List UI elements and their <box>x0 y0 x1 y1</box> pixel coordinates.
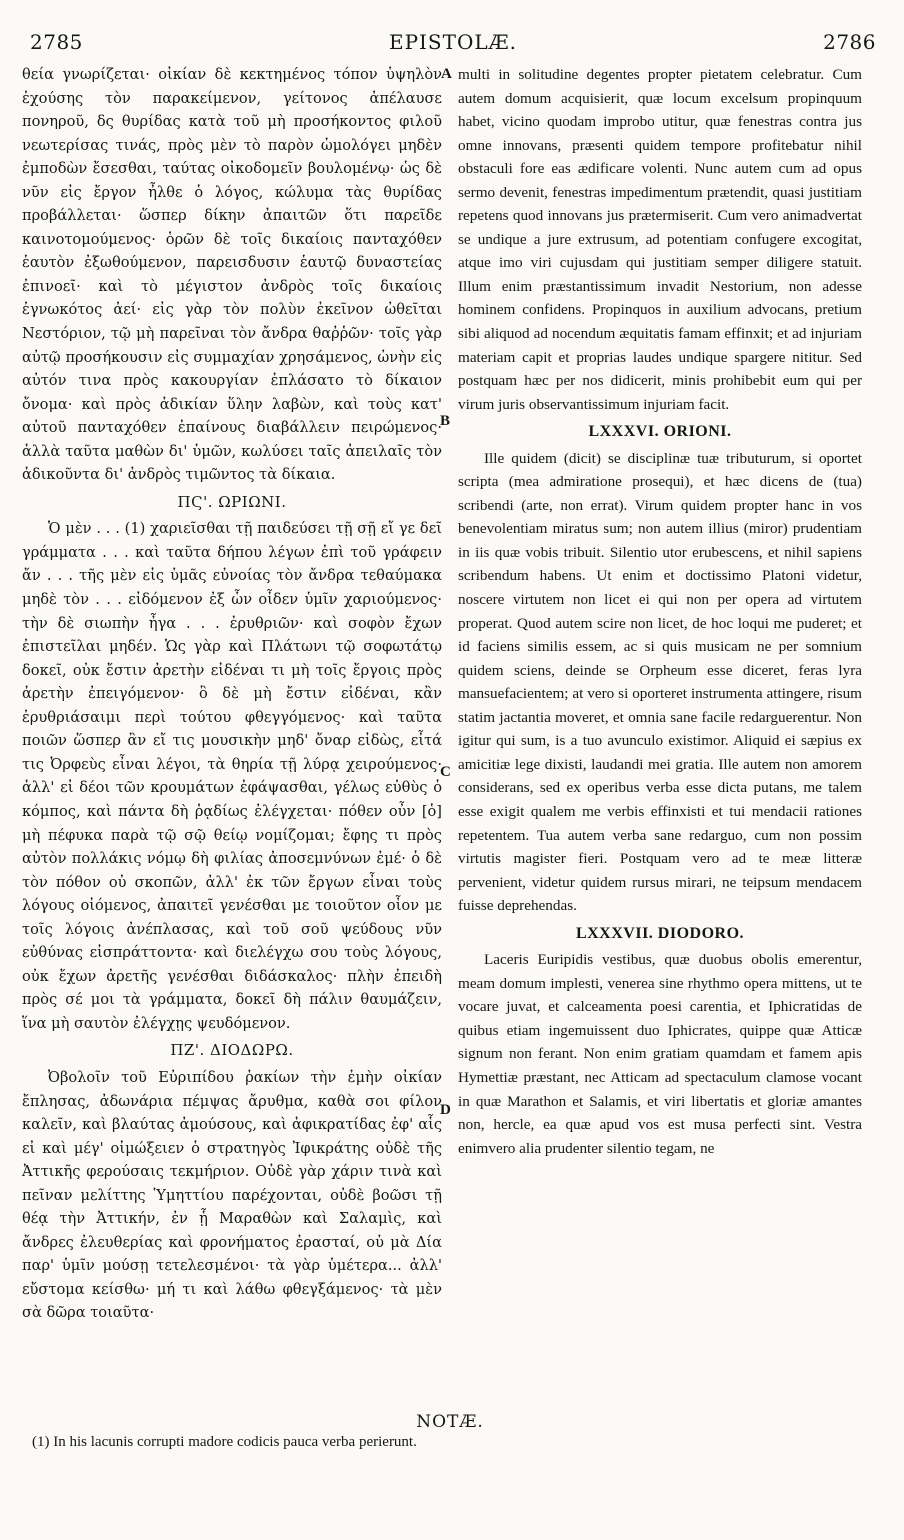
greek-letter-85-end: θεία γνωρίζεται· οἰκίαν δὲ κεκτημένος τόπον ὑψηλὸν ἐχούσης τὸν παρακείμενον, γείτονος ἀπέλαυσε πονηροῦ, δς θυρίδας κατὰ τοῦ μὴ προσήκοντος φιλοῦ νεωτερίσας τινάς, πρὸς μὲν τὸ παρὸν ὡμολόγει μηδὲν ἐμποδὼν ἔσεσθαι, ταύτας οἰκοδομεῖν βουλομένῳ· ὡς δὲ νῦν εἰς ἔργον ἦλθε ὁ λόγος, κώλυμα τὰς θυρίδας προβάλλεται· ὥσπερ δίκην ἀπαιτῶν ὅτι παρεῖδε καινοτομούμενος· ὁρῶν δὲ τοῖς δικαίοις πανταχόθεν ἑαυτὸν ἐξωθούμενον, παρεισδυσιν ἑαυτῷ δυναστείας ἐπινοεῖ· καὶ τὸ μέγιστον ἀνδρὸς τοῖς δικαίοις ἐγνωκότος ἀεί· εἰς γὰρ τὸν πολὺν ἐκεῖνον ὠθεῖται Νεστόριον, τῷ μὴ παρεῖναι τὸν ἄνδρα θαῤῥῶν· τοῖς γὰρ αὐτῷ προσήκουσιν εἰς συμμαχίαν χρησάμενος, ὠνὴν εἰς αὐτόν τινα πρὸς κακουργίαν ἐπλάσατο τὸ δίκαιον ὄνομα· καὶ πρὸς ἀδικίαν ὕλην λαβὼν, καὶ τοὺς κατ' αὐτοῦ πανταχόθεν ἐπαίνους διαβάλλειν πειρώμενος· ἀλλὰ ταῦτα μαθὼν δι' ὑμῶν, κωλύσει ταῖς ἀπειλαῖς τὸν ἀδικοῦντα δι' ἀνδρὸς τιμῶντος τὰ δίκαια. <box>22 66 442 484</box>
left-page-number: 2785 <box>30 30 83 54</box>
margin-letter-c: C <box>440 764 451 780</box>
greek-heading-87: ΠΖ'. ΔΙΟΔΩΡΩ. <box>170 1041 294 1060</box>
note-1: (1) In his lacunis corrupti madore codicis pauca verba perierunt. <box>32 1434 417 1450</box>
margin-letter-d: D <box>440 1102 451 1118</box>
greek-heading-86: ΠϚ'. ΩΡΙΩΝΙ. <box>177 492 287 511</box>
latin-heading-86: LXXXVI. ORIONI. <box>588 423 732 441</box>
right-page-number: 2786 <box>823 30 876 54</box>
notes-title: NOTÆ. <box>416 1412 484 1432</box>
margin-letter-b: B <box>440 413 451 429</box>
greek-column <box>22 63 442 1325</box>
page-header <box>30 30 876 56</box>
latin-heading-87: LXXXVII. DIODORO. <box>575 924 745 942</box>
notes-section <box>20 1412 880 1451</box>
latin-letter-86: Ille quidem (dicit) se disciplinæ tuæ tributurum, si oportet scripta (mea admiratione prosequi), et hæc dicens de (tua) scribendi (arte, non errat). Virum quidem propter hanc in vos benevolentiam miratus sum; non autem illius (miror) prudentiam in iis quæ vobis tribuit. Silentio utor erubescens, et nihil sapiens scribendum habens. Ut enim et doctissimo Platoni videtur, noscere virtutem non licet ei qui non per opera ad virtutem properat. Quod autem scire non licet, de hoc loqui me puderet; et id faciens similis essem, ac si quis musicam ne per somnium quidem sciens, deinde se Orpheum esse diceret, feras lyra mansuefacientem; at vero si oporteret instrumenta attingere, risum statim jactantia moveret, et omnia sane facile redarguerentur. Non igitur qui sum, is a tuo avunculo existimor. Aliquid ei sæpius ex amicitiæ lege dixisti, laudandi mei gratia. Ille autem non amorem considerans, sed ex operibus verba esse dicta putans, me talem esse exigit qualem me verbis effinxisti et tui mendacii rationes repetentem. Tua autem verba sane redarguo, cum non possim virtutis magister fieri. Postquam vero ad te meæ litteræ pervenient, videtur quidem rursus mirari, ne teipsum mendacem fuisse deprehendas. <box>458 449 862 915</box>
running-title: EPISTOLÆ. <box>388 30 518 54</box>
latin-letter-85-end: multi in solitudine degentes propter pietatem celebratur. Cum autem domum acquisierit, quæ locum excelsum propinquum habet, vicino quodam improbo utitur, quæ fenestras contra jus omne innovans, præsenti quidem tempore profitebatur nihil obstaculi fore eas ædificare volenti. Nunc autem cum ad opus sermo devenit, fenestras impedimentum prætendit, quasi justitiam repetens quod innovans jus prætermiserit. Cum vero animadvertat se undique a jure extrusum, ad potentiam confugere excogitat, atque imo viri cujusdam qui justitiam semper diligere statuit. Illum enim præstantissimum invadit Nestorium, non adesse hominem confidens. Propinquos in auxilium advocans, pretium sibi aliquod ad nocendum æquitatis famam effinxit; et ad injuriam materiam capit et proprias laudes undique spargere nititur. Sed postquam hæc per nos didicerit, minis prohibebit eum qui per virum juris observantissimum injuriam facit. <box>458 66 862 413</box>
greek-letter-86: Ὁ μὲν . . . (1) χαριεῖσθαι τῇ παιδεύσει τῇ σῇ εἴ γε δεῖ γράμματα . . . καὶ ταῦτα δήπου λέγων ἐπὶ τοῦ γράφειν ἄν . . . τῆς μὲν εἰς ὑμᾶς εὐνοίας τὸν ἄνδρα τεθαύμακα μηδὲ τὸν . . . εἰδόμενον ἐξ ὧν οἶδεν ὑμῖν χαριούμενος· τὴν δὲ σιωπὴν ἦγα . . . ἐρυθριῶν· καὶ σοφὸν ἔχων ἐπιστεῖλαι μηδέν. Ὡς γὰρ καὶ Πλάτωνι τῷ σοφωτάτῳ δοκεῖ, οὐκ ἔστιν ἀρετὴν εἰδέναι τι μὴ τοῖς ἔργοις πρὸς ἀρετὴν ἐπειγόμενον· ὃ δὲ μὴ ἔστιν εἰδέναι, κἂν ἐρυθριάσαιμι περὶ τούτου φθεγγόμενος· καὶ ταῦτα ποιῶν ὥσπερ ἂν εἴ τις μουσικὴν μηδ' ὄναρ εἰδὼς, εἶτά τις Ὀρφεὺς εἶναι λέγοι, τὰ θηρία τῇ λύρᾳ χειρούμενος· ἀλλ' εἰ δέοι τῶν κρουμάτων ἐφάψασθαι, γέλως εὐθὺς ὁ κόμπος, καὶ πάντα δὴ ῥᾳδίως ἐλέγχεται· πόθεν οὖν [ὁ] μὴ πέφυκα παρὰ τῷ σῷ θείῳ νομίζομαι; ἔφης τι πρὸς αὐτὸν πολλάκις νόμῳ δὴ φιλίας ἀποσεμνύνων ἐμέ· ὁ δὲ τὸν πόθον οὐ σκοπῶν, ἀλλ' ἐκ τῶν ἔργων εἶναι τοὺς λόγους οἰόμενος, ἀπαιτεῖ γενέσθαι με τοιοῦτον οἷον με τοῖς λόγοις ἀνέπλασας, καὶ τοῦ σοῦ ψεύδους νῦν εὐθύνας εἰσπράττοντα· καὶ διελέγχω σου τοὺς λόγους, οὐκ ἔχων ἀρετῆς γενέσθαι διδάσκαλος· πλὴν ἐπειδὴ πρὸς σέ μοι τὰ γράμματα, δοκεῖ δὴ πάλιν θαυμάζειν, ἵνα μὴ σαυτὸν ἐλέγχῃς ψευδόμενον. <box>22 520 442 1032</box>
latin-letter-87: Laceris Euripidis vestibus, quæ duobus obolis emerentur, meam domum implesti, venerea sine rhythmo opera mittens, ut te vocare juvat, et calceamenta poesi carentia, et Iphicratidas de quibus etiam ingemuissent duo Iphicrates, quippe quæ Atticæ signum non ferant. Non enim gratiam quamdam et famem apis Hymettiæ præstant, nec Atticam ad spectaculum clamose vocant in quæ Marathon et Salamis, et viri libertatis et gloriæ amantes non, hercle, ea quæ apud vos est musa perfecti sint. Vestra enimvero alia prudenter silentio tegam, ne <box>458 951 862 1157</box>
margin-letter-a: A <box>441 66 452 82</box>
greek-letter-87: Ὀβολοῖν τοῦ Εὐριπίδου ῥακίων τὴν ἐμὴν οἰκίαν ἔπλησας, ἀδωνάρια πέμψας ἄρυθμα, καθὰ σοι φίλον καλεῖν, καὶ βλαύτας ἀμούσους, καὶ ἀφικρατίδας ἐφ' αἷς εἰ καὶ μέγ' οἰμώξειεν ὁ στρατηγὸς Ἰφικράτης οὐδὲ τῆς Ἀττικῆς φερούσαις τεκμήριον. Οὐδὲ γὰρ χάριν τινὰ καὶ πεῖναν μελίττης Ὑμηττίου παρέχονται, οὐδὲ βοῶσι τῇ θέᾳ τὴν Ἀττικήν, ἐν ᾗ Μαραθὼν καὶ Σαλαμὶς, καὶ ἄνδρες ἐλευθερίας καὶ φρονήματος ἐρασταί, οὐ μὰ Δία παρ' ὑμῖν μούσῃ τετελεσμένοι· τὰ γὰρ ὑμέτερα... ἀλλ' εὔστομα κείσθω· μή τι καὶ λάθω φθεγξάμενος· τὰ μὲν σὰ δῶρα τοιαῦτα· <box>22 1068 442 1322</box>
latin-column <box>458 63 862 1160</box>
